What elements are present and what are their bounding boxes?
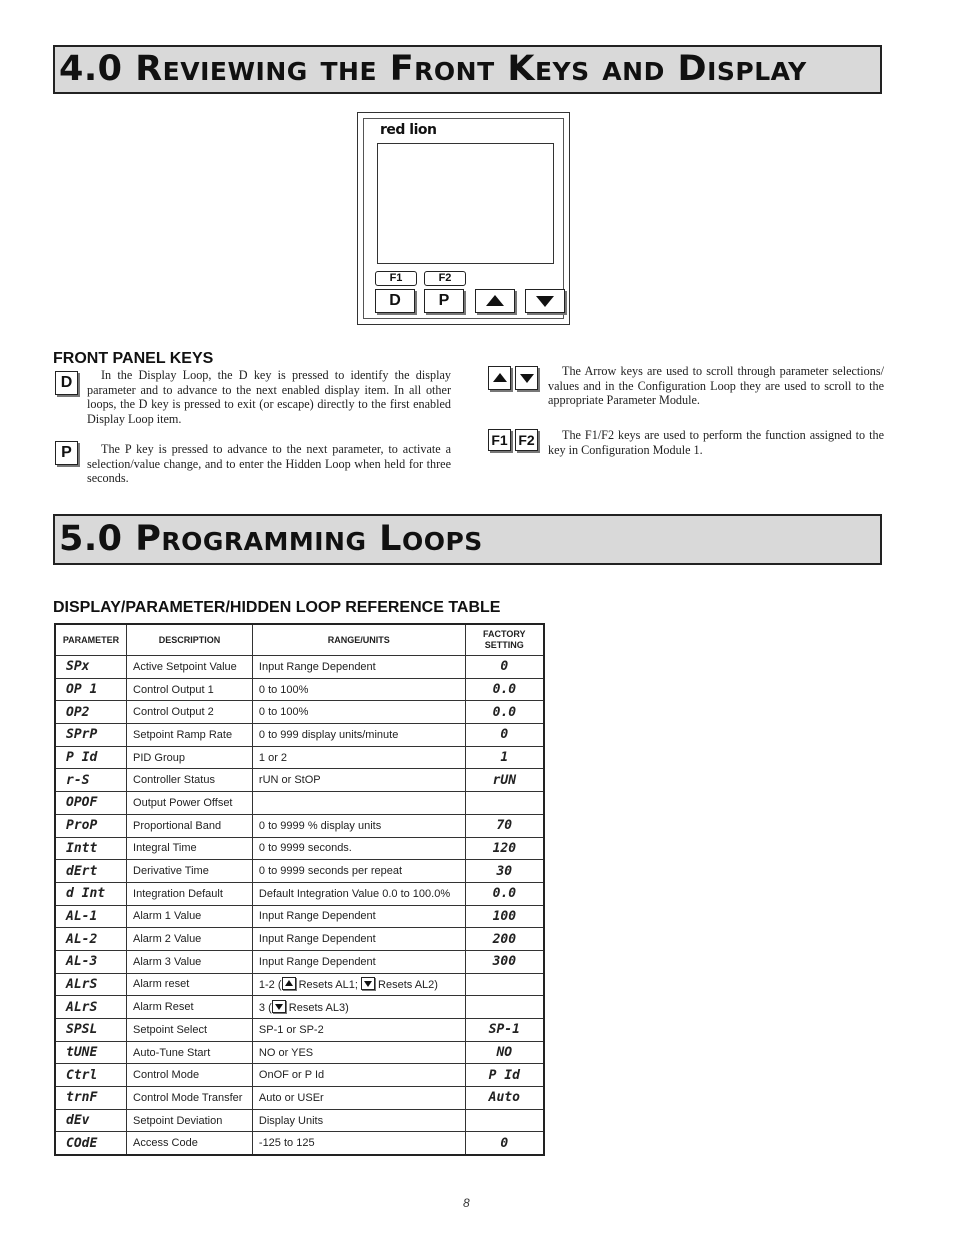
desc-cell: Auto-Tune Start	[127, 1041, 253, 1064]
table-row	[55, 814, 544, 837]
desc-cell: Active Setpoint Value	[127, 656, 253, 679]
param-cell: ALrS	[55, 973, 127, 996]
header-factory-line1: FACTORY	[483, 629, 526, 639]
desc-cell: Control Output 2	[127, 701, 253, 724]
param-cell: r-S	[55, 769, 127, 792]
factory-cell	[465, 973, 544, 996]
desc-cell: Setpoint Ramp Rate	[127, 724, 253, 747]
table-row	[55, 1132, 544, 1155]
table-row	[55, 837, 544, 860]
desc-cell: Alarm 1 Value	[127, 905, 253, 928]
page-number: 8	[463, 1196, 470, 1210]
p-key-text: The P key is pressed to advance to the next parameter, to activate a selection/value change, and to enter the Hidden Loop when held for three seconds.	[87, 442, 451, 486]
arrow-down-icon	[272, 1000, 286, 1013]
desc-cell: Alarm Reset	[127, 996, 253, 1019]
factory-cell: 0.0	[465, 701, 544, 724]
panel-bezel	[363, 118, 564, 319]
param-cell: AL-2	[55, 928, 127, 951]
desc-cell: Derivative Time	[127, 860, 253, 883]
section-5-header	[53, 514, 882, 565]
table-row	[55, 905, 544, 928]
range-cell: Display Units	[252, 1109, 465, 1132]
table-row	[55, 860, 544, 883]
desc-cell: PID Group	[127, 746, 253, 769]
title-part: L	[379, 519, 402, 559]
factory-cell: Auto	[465, 1087, 544, 1110]
p-key-description	[87, 442, 451, 486]
factory-cell: 1	[465, 746, 544, 769]
f1-label: F1	[375, 271, 417, 286]
section-5-number: 5.0	[59, 519, 123, 559]
range-cell: OnOF or P Id	[252, 1064, 465, 1087]
param-cell: dErt	[55, 860, 127, 883]
range-cell: NO or YES	[252, 1041, 465, 1064]
section-4-number: 4.0	[59, 49, 123, 89]
table-row	[55, 1041, 544, 1064]
range-cell: Default Integration Value 0.0 to 100.0%	[252, 882, 465, 905]
range-part: Resets AL2)	[374, 979, 438, 992]
range-cell: 0 to 100%	[252, 701, 465, 724]
arrow-down-icon	[520, 374, 534, 383]
range-cell: Input Range Dependent	[252, 928, 465, 951]
range-part: 1-2 (	[258, 979, 282, 992]
desc-cell: Proportional Band	[127, 814, 253, 837]
range-cell	[252, 973, 465, 996]
arrow-up-icon	[493, 373, 507, 382]
param-cell: dEv	[55, 1109, 127, 1132]
range-cell: 0 to 999 display units/minute	[252, 724, 465, 747]
header-range: RANGE/UNITS	[252, 624, 465, 656]
table-row	[55, 1109, 544, 1132]
title-part: eviewing the	[162, 49, 390, 89]
range-cell: rUN or StOP	[252, 769, 465, 792]
table-row	[55, 928, 544, 951]
f1-key-icon: F1	[488, 429, 511, 451]
range-cell: -125 to 125	[252, 1132, 465, 1155]
factory-cell: NO	[465, 1041, 544, 1064]
desc-cell: Access Code	[127, 1132, 253, 1155]
param-cell: OP2	[55, 701, 127, 724]
range-part: Resets AL3)	[285, 1002, 349, 1015]
table-row	[55, 973, 544, 996]
range-cell: 0 to 9999 seconds.	[252, 837, 465, 860]
factory-cell: 0	[465, 724, 544, 747]
front-panel-keys-heading: FRONT PANEL KEYS	[53, 350, 214, 367]
range-cell: SP-1 or SP-2	[252, 1019, 465, 1042]
table-row	[55, 996, 544, 1019]
factory-cell: P Id	[465, 1064, 544, 1087]
title-part: R	[135, 49, 163, 89]
param-cell: OP 1	[55, 678, 127, 701]
d-key-description	[87, 368, 451, 426]
header-parameter: PARAMETER	[55, 624, 127, 656]
arrow-keys-text: The Arrow keys are used to scroll through parameter selections/ values and in the Configuration Loop they are used to scroll to the appropriate Parameter Module.	[548, 364, 884, 408]
param-cell: SPrP	[55, 724, 127, 747]
desc-cell: Output Power Offset	[127, 792, 253, 815]
arrow-keys-description	[548, 364, 884, 408]
param-cell: tUNE	[55, 1041, 127, 1064]
param-cell: COdE	[55, 1132, 127, 1155]
arrow-up-icon	[486, 295, 504, 306]
factory-cell	[465, 996, 544, 1019]
factory-cell	[465, 792, 544, 815]
factory-cell: 200	[465, 928, 544, 951]
range-cell: Auto or USEr	[252, 1087, 465, 1110]
desc-cell: Integration Default	[127, 882, 253, 905]
param-cell: AL-1	[55, 905, 127, 928]
reference-table-heading: DISPLAY/PARAMETER/HIDDEN LOOP REFERENCE TABLE	[53, 599, 501, 616]
factory-cell: 120	[465, 837, 544, 860]
factory-cell	[465, 1109, 544, 1132]
table-row	[55, 701, 544, 724]
desc-cell: Controller Status	[127, 769, 253, 792]
table-row	[55, 1019, 544, 1042]
range-cell	[252, 996, 465, 1019]
table-row	[55, 882, 544, 905]
display-screen	[377, 143, 554, 264]
section-5-title	[59, 516, 880, 563]
down-arrow-key-icon	[515, 366, 538, 390]
f2-key-icon: F2	[515, 429, 538, 451]
reference-table	[54, 623, 545, 1156]
header-factory	[465, 624, 544, 656]
table-row	[55, 1064, 544, 1087]
f-keys-text: The F1/F2 keys are used to perform the function assigned to the key in Configuration Module 1.	[548, 428, 884, 457]
p-key[interactable]: P	[424, 289, 464, 313]
title-part: oops	[401, 519, 483, 559]
factory-cell: 30	[465, 860, 544, 883]
range-cell: Input Range Dependent	[252, 656, 465, 679]
factory-cell: 300	[465, 950, 544, 973]
d-key[interactable]: D	[375, 289, 415, 313]
title-part: ront	[414, 49, 508, 89]
range-part: 3 (	[258, 1002, 272, 1015]
factory-cell: 70	[465, 814, 544, 837]
table-row	[55, 656, 544, 679]
header-factory-line2: SETTING	[484, 640, 524, 650]
param-cell: ProP	[55, 814, 127, 837]
f-keys-description	[548, 428, 884, 457]
p-key-icon: P	[55, 441, 78, 465]
d-key-icon: D	[55, 371, 78, 395]
title-part: eys and	[534, 49, 678, 89]
desc-cell: Alarm reset	[127, 973, 253, 996]
range-cell: 0 to 9999 seconds per repeat	[252, 860, 465, 883]
range-cell: Input Range Dependent	[252, 950, 465, 973]
title-part: isplay	[707, 49, 807, 89]
factory-cell: 0.0	[465, 678, 544, 701]
table-row	[55, 678, 544, 701]
param-cell: d Int	[55, 882, 127, 905]
range-part: Resets AL1;	[295, 979, 361, 992]
arrow-down-icon	[536, 296, 554, 307]
desc-cell: Alarm 3 Value	[127, 950, 253, 973]
title-part: D	[677, 49, 708, 89]
param-cell: AL-3	[55, 950, 127, 973]
desc-cell: Control Output 1	[127, 678, 253, 701]
table-row	[55, 769, 544, 792]
header-description: DESCRIPTION	[127, 624, 253, 656]
factory-cell: 100	[465, 905, 544, 928]
desc-cell: Integral Time	[127, 837, 253, 860]
f2-label: F2	[424, 271, 466, 286]
range-cell: 0 to 9999 % display units	[252, 814, 465, 837]
param-cell: Ctrl	[55, 1064, 127, 1087]
factory-cell: 0.0	[465, 882, 544, 905]
table-row	[55, 746, 544, 769]
red-lion-logo: red lion	[380, 122, 437, 138]
table-row	[55, 792, 544, 815]
range-cell: Input Range Dependent	[252, 905, 465, 928]
arrow-up-icon	[282, 977, 296, 990]
range-cell: 0 to 100%	[252, 678, 465, 701]
factory-cell: 0	[465, 1132, 544, 1155]
factory-cell: SP-1	[465, 1019, 544, 1042]
down-key[interactable]	[525, 289, 565, 313]
d-key-text: In the Display Loop, the D key is pressed to identify the display parameter and to advance to the next enabled display item. In all other loops, the D key is pressed to exit (or escape) directly to the first enabled Display Loop item.	[87, 368, 451, 426]
title-part: K	[507, 49, 535, 89]
range-cell	[252, 792, 465, 815]
param-cell: ALrS	[55, 996, 127, 1019]
param-cell: SPx	[55, 656, 127, 679]
title-part: F	[389, 49, 415, 89]
table-row	[55, 950, 544, 973]
arrow-down-icon	[361, 977, 375, 990]
desc-cell: Control Mode Transfer	[127, 1087, 253, 1110]
param-cell: SPSL	[55, 1019, 127, 1042]
desc-cell: Setpoint Select	[127, 1019, 253, 1042]
param-cell: Intt	[55, 837, 127, 860]
param-cell: OPOF	[55, 792, 127, 815]
title-part: rogramming	[161, 519, 380, 559]
desc-cell: Setpoint Deviation	[127, 1109, 253, 1132]
table-row	[55, 1087, 544, 1110]
up-arrow-key-icon	[488, 366, 511, 390]
desc-cell: Control Mode	[127, 1064, 253, 1087]
desc-cell: Alarm 2 Value	[127, 928, 253, 951]
range-cell: 1 or 2	[252, 746, 465, 769]
param-cell: P Id	[55, 746, 127, 769]
table-row	[55, 724, 544, 747]
controller-front-panel	[357, 112, 570, 325]
factory-cell: 0	[465, 656, 544, 679]
section-4-header	[53, 45, 882, 94]
factory-cell: rUN	[465, 769, 544, 792]
param-cell: trnF	[55, 1087, 127, 1110]
title-part: P	[135, 519, 162, 559]
up-key[interactable]	[475, 289, 515, 313]
section-4-title	[59, 47, 880, 92]
table-header-row	[55, 624, 544, 656]
